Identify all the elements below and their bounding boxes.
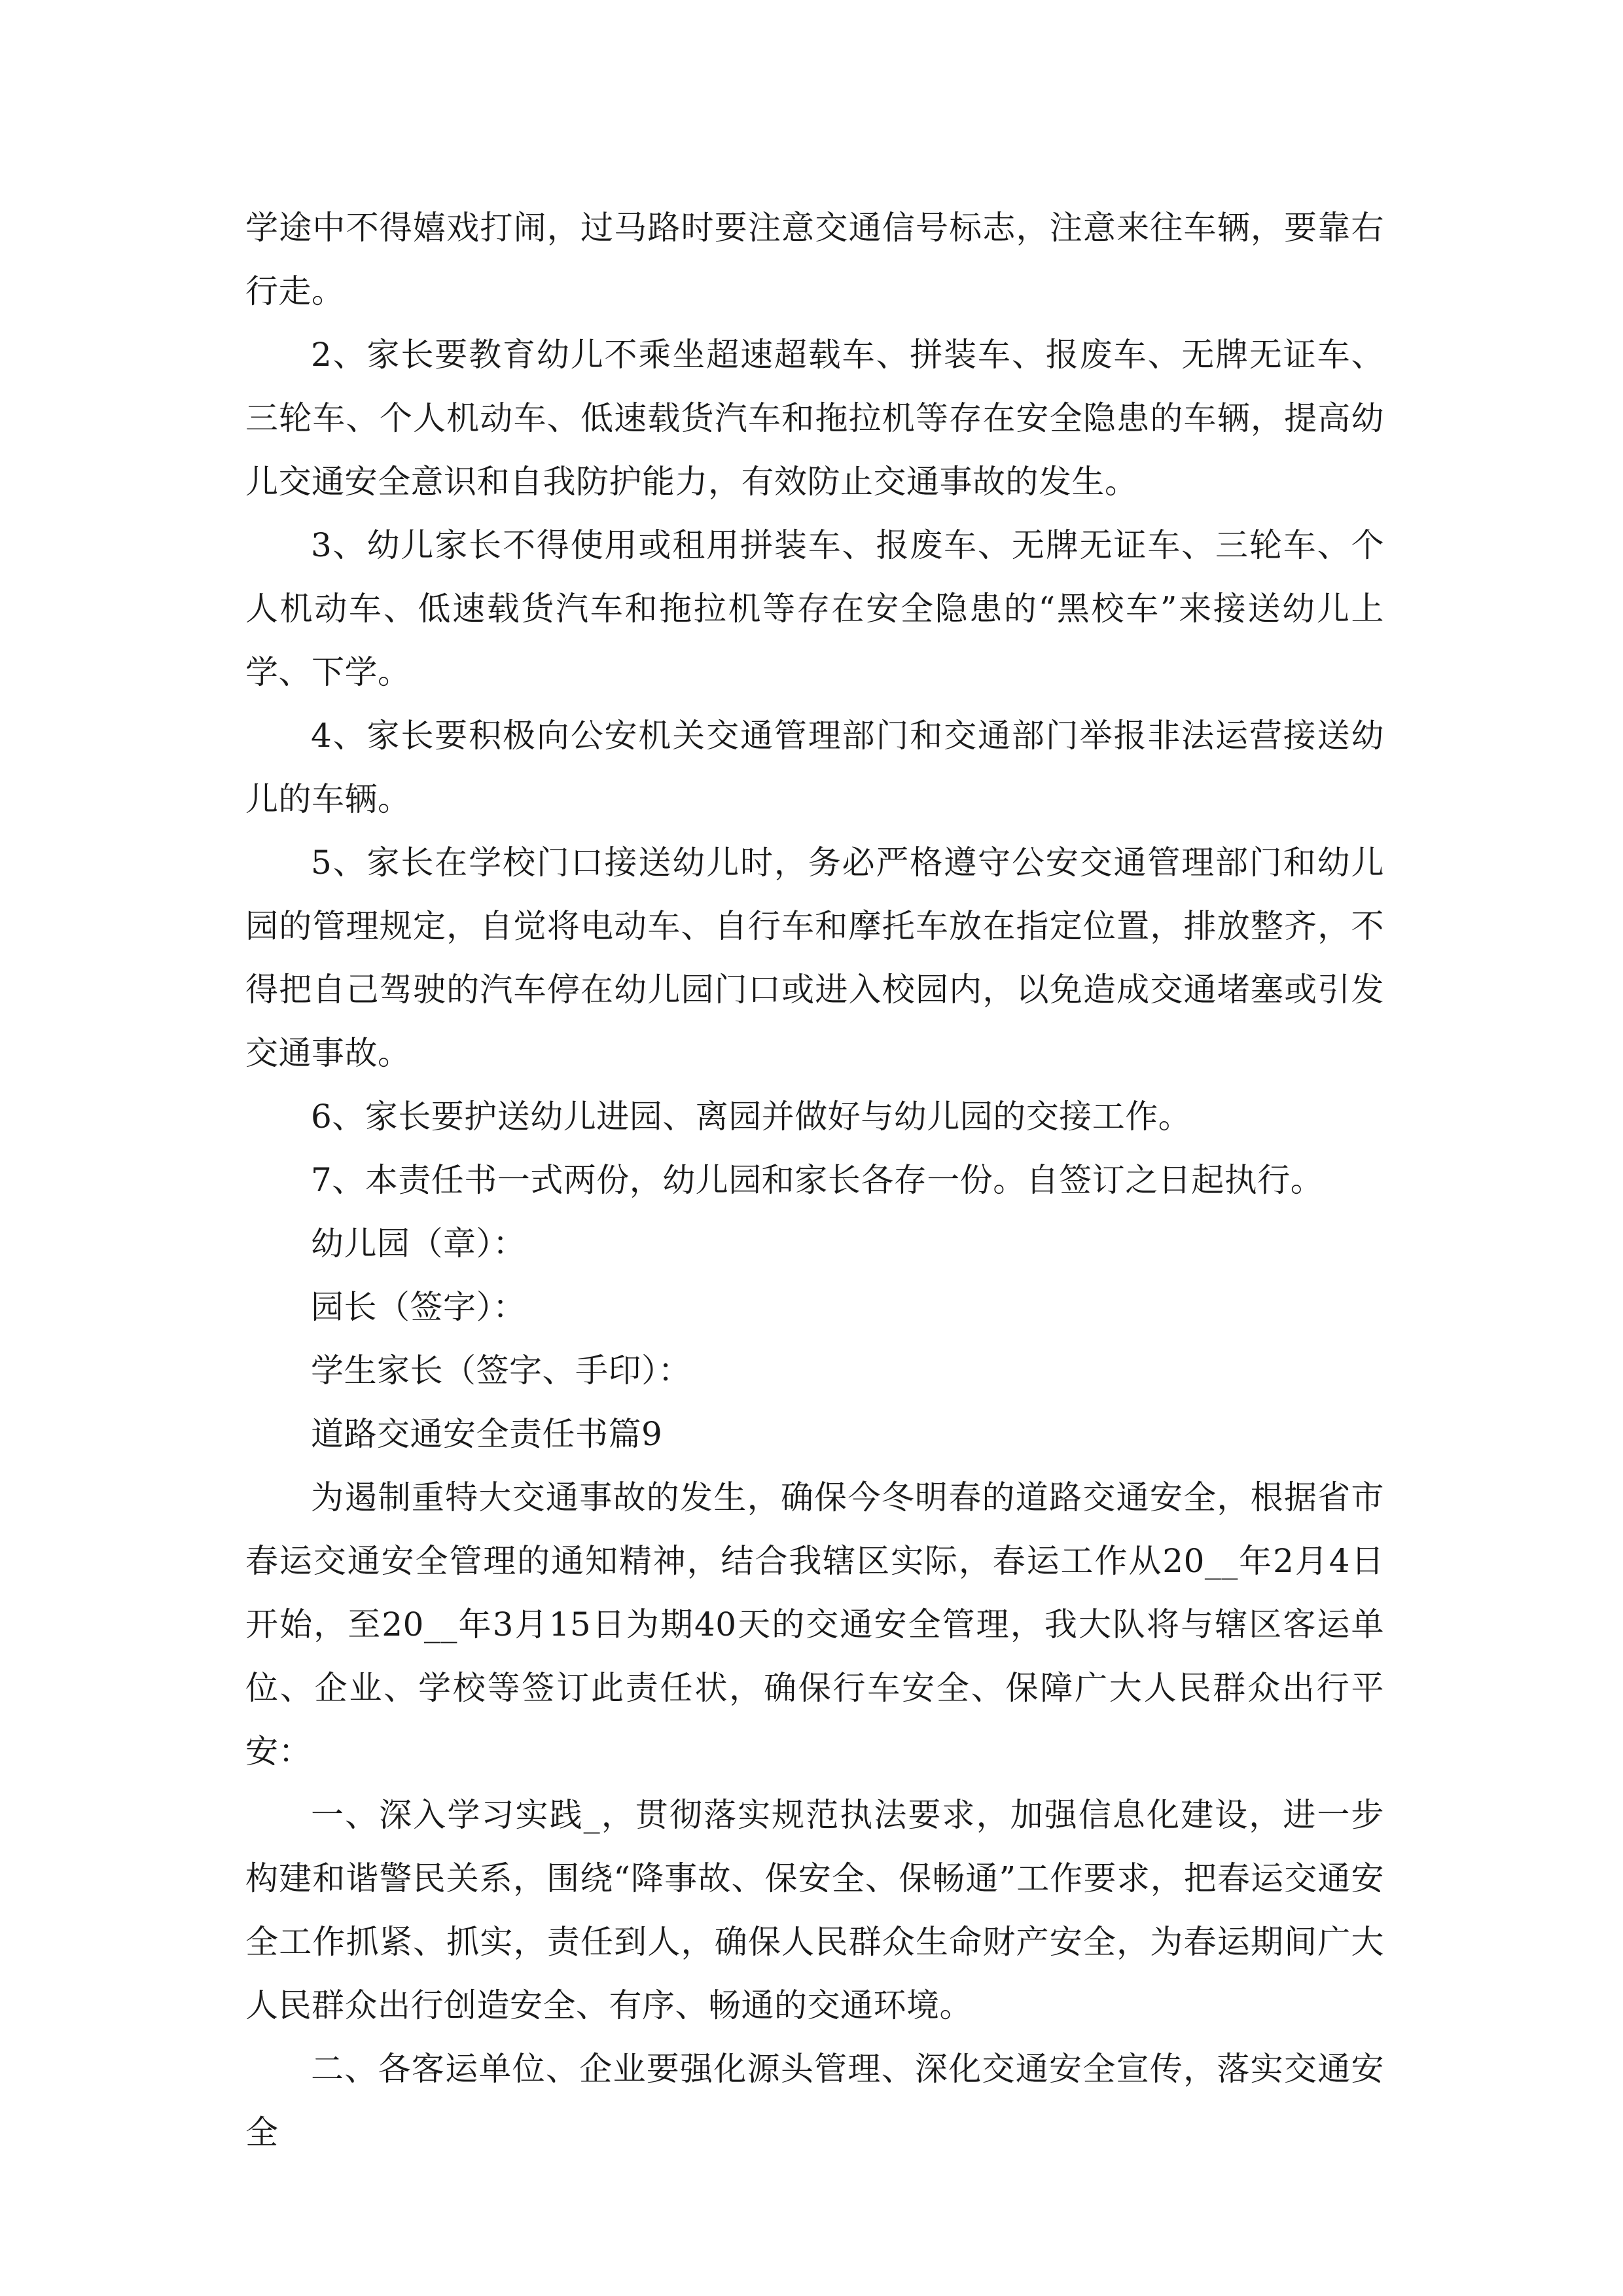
signature-principal: 园长（签字）： [311,1288,526,1326]
document-body [245,196,1384,2164]
paragraph-point-1: 一、深入学习实践_，贯彻落实规范执法要求，加强信息化建设，进一步构建和谐警民关系，围绕“降事故、保安全、保畅通”工作要求，把春运交通安全工作抓紧、抓实，责任到人，确保人民群众生命财产安全，为春运期间广大人民群众出行创造安全、有序、畅通的交通环境。 [245,1796,1384,2024]
paragraph-item-4: 4、家长要积极向公安机关交通管理部门和交通部门举报非法运营接送幼儿的车辆。 [245,717,1384,818]
paragraph-intro: 为遏制重特大交通事故的发生，确保今冬明春的道路交通安全，根据省市春运交通安全管理的通知精神，结合我辖区实际，春运工作从20__年2月4日开始，至20__年3月15日为期40天的交通安全管理，我大队将与辖区客运单位、企业、学校等签订此责任状，确保行车安全、保障广大人民群众出行平安： [245,1479,1384,1770]
paragraph-item-6: 6、家长要护送幼儿进园、离园并做好与幼儿园的交接工作。 [311,1098,1192,1136]
paragraph-item-7: 7、本责任书一式两份，幼儿园和家长各存一份。自签订之日起执行。 [311,1161,1324,1199]
signature-kindergarten-seal: 幼儿园（章）： [311,1225,526,1263]
section-title: 道路交通安全责任书篇9 [311,1415,663,1453]
paragraph-continuation: 学途中不得嬉戏打闹，过马路时要注意交通信号标志，注意来往车辆，要靠右行走。 [245,209,1384,310]
paragraph-item-5: 5、家长在学校门口接送幼儿时，务必严格遵守公安交通管理部门和幼儿园的管理规定，自觉将电动车、自行车和摩托车放在指定位置，排放整齐，不得把自己驾驶的汽车停在幼儿园门口或进入校园内，以免造成交通堵塞或引发交通事故。 [245,844,1384,1072]
paragraph-item-2: 2、家长要教育幼儿不乘坐超速超载车、拼装车、报废车、无牌无证车、三轮车、个人机动车、低速载货汽车和拖拉机等存在安全隐患的车辆，提高幼儿交通安全意识和自我防护能力，有效防止交通事故的发生。 [245,336,1384,501]
paragraph-item-3: 3、幼儿家长不得使用或租用拼装车、报废车、无牌无证车、三轮车、个人机动车、低速载货汽车和拖拉机等存在安全隐患的“黑校车”来接送幼儿上学、下学。 [245,526,1384,691]
signature-parent: 学生家长（签字、手印）： [311,1352,691,1390]
paragraph-point-2: 二、各客运单位、企业要强化源头管理、深化交通安全宣传，落实交通安全 [245,2050,1384,2151]
